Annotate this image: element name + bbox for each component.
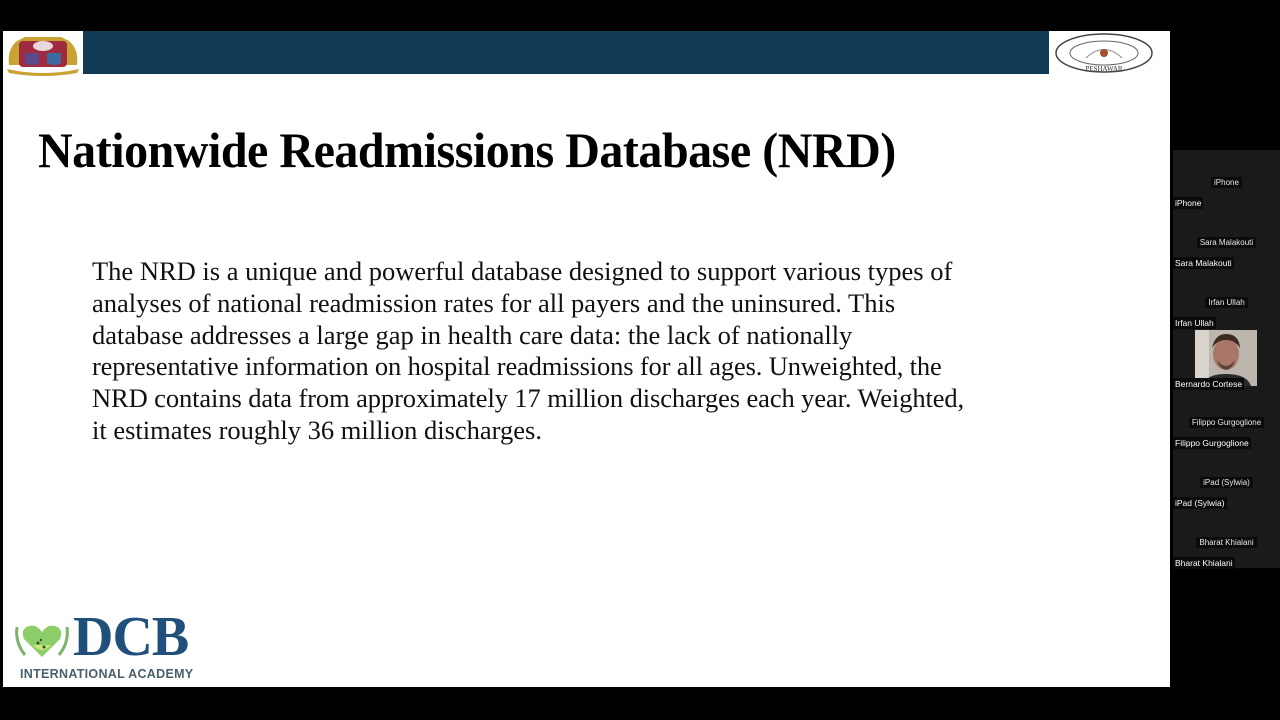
participant-name: Bharat Khialani [1175,558,1233,568]
dcb-academy-logo [11,606,206,685]
participant-name: Bernardo Cortese [1175,379,1243,389]
body-line: NRD contains data from approximately 17 million discharges each year. Weighted, [92,383,965,414]
hospital-seal-logo [1051,31,1157,77]
participant-tile[interactable] [1173,450,1280,510]
heart-leaf-icon [11,615,73,665]
body-line: it estimates roughly 36 million discharges. [92,414,542,445]
participant-name: Irfan Ullah [1175,318,1214,328]
participant-name: iPhone [1175,198,1202,208]
slide-title: Nationwide Readmissions Database (NRD) [38,122,896,178]
slide-header-bar [83,31,1049,74]
participant-tile[interactable] [1173,270,1280,330]
participant-tile-label: Bharat Khialani [1196,537,1256,548]
university-crest-logo [3,31,83,77]
participant-tile-label: Sara Malakouti [1197,237,1256,248]
participant-tile[interactable] [1173,210,1280,270]
participant-name: Filippo Gurgoglione [1175,438,1249,448]
participant-name: Sara Malakouti [1175,258,1232,268]
body-line: database addresses a large gap in health care data: the lack of nationally [92,319,853,350]
participant-tile-label: iPhone [1211,177,1242,188]
slide-body-text [92,256,1092,447]
participant-tile-label: Irfan Ullah [1205,297,1247,308]
participant-tile[interactable] [1173,390,1280,450]
participant-tile-label: Filippo Gurgoglione [1189,417,1264,428]
svg-text:PESHAWAR: PESHAWAR [1085,65,1123,73]
participant-tile[interactable] [1173,150,1280,210]
dcb-tagline: INTERNATIONAL ACADEMY [20,667,194,681]
participant-tile[interactable] [1173,330,1280,390]
body-line: analyses of national readmission rates for all payers and the uninsured. This [92,287,896,318]
body-line: The NRD is a unique and powerful database designed to support various types of [92,256,953,286]
body-line: representative information on hospital readmissions for all ages. Unweighted, the [92,351,942,382]
participants-panel[interactable] [1173,150,1280,568]
participant-name: iPad (Sylwia) [1175,498,1225,508]
participant-tile-label: iPad (Sylwia) [1200,477,1253,488]
dcb-brand: DCB [73,606,189,668]
shared-slide [3,31,1170,687]
participant-tile[interactable] [1173,510,1280,570]
